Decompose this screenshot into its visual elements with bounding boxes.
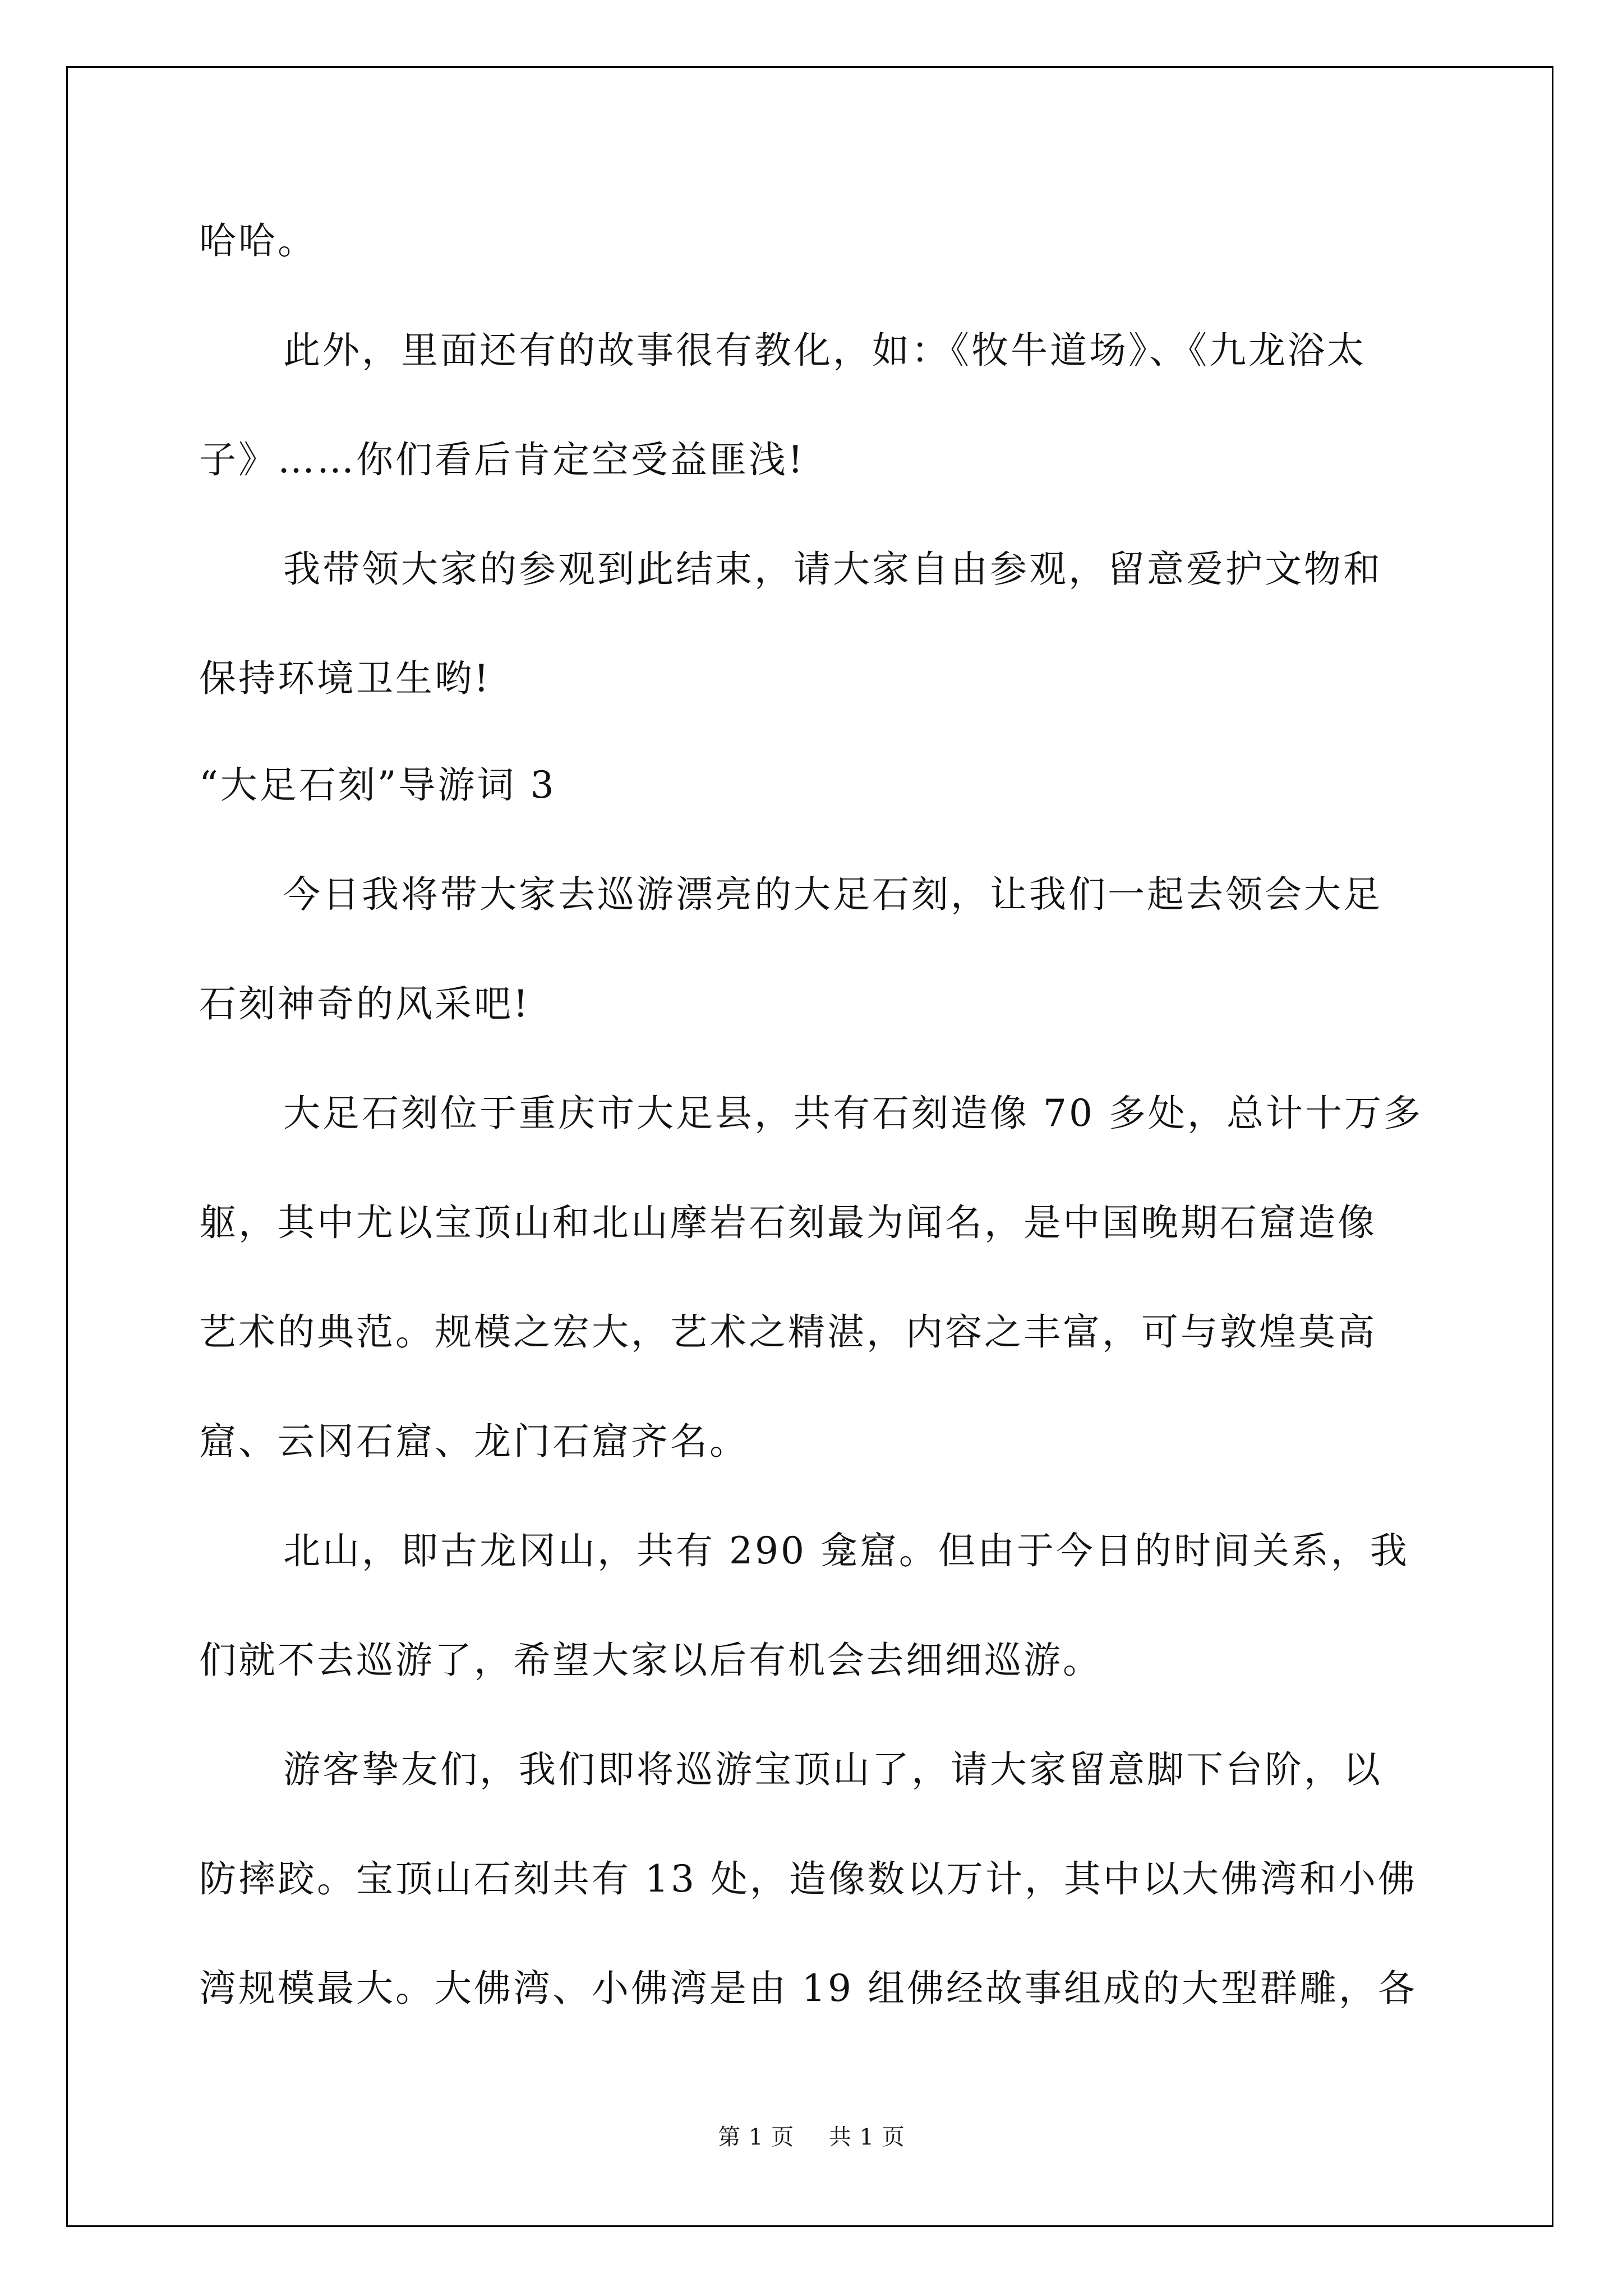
paragraph-line: 游客挚友们，我们即将巡游宝顶山了，请大家留意脚下台阶，以 (283, 1748, 1382, 1791)
page-footer (0, 2120, 1623, 2154)
section-heading: “大足石刻”导游词 3 (199, 763, 556, 807)
text-line: 湾规模最大。大佛湾、小佛湾是由 19 组佛经故事组成的大型群雕，各 (199, 1967, 1417, 2010)
text-line: 窟、云冈石窟、龙门石窟齐名。 (199, 1420, 749, 1463)
paragraph-line: 此外，里面还有的故事很有教化，如：《牧牛道场》、《九龙浴太 (283, 329, 1366, 372)
text-line: 躯，其中尤以宝顶山和北山摩岩石刻最为闻名，是中国晚期石窟造像 (199, 1201, 1377, 1244)
page-number: 第 1 页 (718, 2124, 795, 2150)
text-line: 艺术的典范。规模之宏大，艺术之精湛，内容之丰富，可与敦煌莫高 (199, 1310, 1377, 1354)
text-line: 们就不去巡游了，希望大家以后有机会去细细巡游。 (199, 1639, 1102, 1682)
text-line: 石刻神奇的风采吧! (199, 982, 531, 1025)
text-line: 保持环境卫生哟! (199, 657, 491, 700)
paragraph-line: 北山，即古龙冈山，共有 290 龛窟。但由于今日的时间关系，我 (283, 1529, 1409, 1572)
paragraph-line: 大足石刻位于重庆市大足县，共有石刻造像 70 多处，总计十万多 (283, 1092, 1423, 1135)
page-total: 共 1 页 (828, 2124, 905, 2150)
paragraph-line: 今日我将带大家去巡游漂亮的大足石刻，让我们一起去领会大足 (283, 873, 1382, 916)
text-line: 子》……你们看后肯定空受益匪浅! (199, 438, 805, 481)
text-line: 防摔跤。宝顶山石刻共有 13 处，造像数以万计，其中以大佛湾和小佛 (199, 1857, 1417, 1901)
paragraph-line: 我带领大家的参观到此结束，请大家自由参观，留意爱护文物和 (283, 547, 1382, 591)
text-line: 哈哈。 (199, 219, 317, 263)
